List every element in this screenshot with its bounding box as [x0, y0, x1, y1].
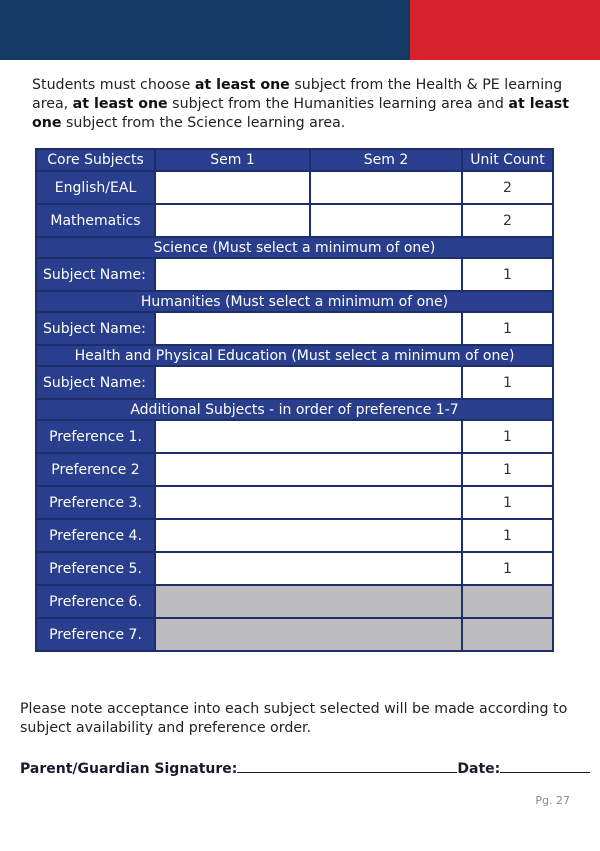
table-row-english — [36, 171, 553, 204]
table-row-preference-6 — [36, 585, 553, 618]
preference-7-unit-count — [462, 618, 553, 651]
preference-2-unit-count: 1 — [462, 453, 553, 486]
mathematics-sem2-field[interactable] — [310, 204, 462, 237]
table-row-preference-5 — [36, 552, 553, 585]
health-subject-label: Subject Name: — [36, 366, 155, 399]
preference-1-unit-count: 1 — [462, 420, 553, 453]
header-unit-count: Unit Count — [462, 149, 553, 171]
preference-3-label: Preference 3. — [36, 486, 155, 519]
preference-4-unit-count: 1 — [462, 519, 553, 552]
humanities-section-heading: Humanities (Must select a minimum of one) — [36, 291, 553, 312]
parent-signature-field[interactable] — [237, 758, 457, 773]
english-unit-count: 2 — [462, 171, 553, 204]
table-row-science — [36, 258, 553, 291]
intro-bold-1: at least one — [194, 77, 290, 93]
health-section-row — [36, 345, 553, 366]
english-sem2-field[interactable] — [310, 171, 462, 204]
health-subject-field[interactable] — [155, 366, 462, 399]
preference-5-label: Preference 5. — [36, 552, 155, 585]
header-bar-blue — [0, 0, 410, 60]
subject-selection-table — [35, 148, 554, 652]
table-row-preference-4 — [36, 519, 553, 552]
table-row-preference-2 — [36, 453, 553, 486]
date-field[interactable] — [500, 758, 590, 773]
intro-paragraph — [32, 76, 588, 133]
preference-7-label: Preference 7. — [36, 618, 155, 651]
intro-text-1: Students must choose — [32, 77, 195, 93]
humanities-subject-label: Subject Name: — [36, 312, 155, 345]
acceptance-note: Please note acceptance into each subject selected will be made according to subject availability and preference order. — [20, 701, 568, 736]
additional-section-heading: Additional Subjects - in order of preference 1-7 — [36, 399, 553, 420]
table-row-preference-3 — [36, 486, 553, 519]
preference-2-field[interactable] — [155, 453, 462, 486]
preference-6-field[interactable] — [155, 585, 462, 618]
intro-text-3: subject from the Humanities learning area and — [167, 96, 509, 112]
table-row-mathematics — [36, 204, 553, 237]
header-core-subjects: Core Subjects — [36, 149, 155, 171]
additional-section-row — [36, 399, 553, 420]
table-row-preference-7 — [36, 618, 553, 651]
preference-5-unit-count: 1 — [462, 552, 553, 585]
table-row-preference-1 — [36, 420, 553, 453]
mathematics-unit-count: 2 — [462, 204, 553, 237]
mathematics-sem1-field[interactable] — [155, 204, 310, 237]
preference-7-field[interactable] — [155, 618, 462, 651]
preference-3-field[interactable] — [155, 486, 462, 519]
table-header-row — [36, 149, 553, 171]
header-sem-1: Sem 1 — [155, 149, 310, 171]
science-section-heading: Science (Must select a minimum of one) — [36, 237, 553, 258]
intro-bold-3: at least one — [32, 96, 570, 131]
preference-4-field[interactable] — [155, 519, 462, 552]
health-section-heading: Health and Physical Education (Must select a minimum of one) — [36, 345, 553, 366]
humanities-unit-count: 1 — [462, 312, 553, 345]
preference-5-field[interactable] — [155, 552, 462, 585]
header-sem-2: Sem 2 — [310, 149, 462, 171]
preference-1-field[interactable] — [155, 420, 462, 453]
intro-text-2: subject from the Health & PE learning area, — [32, 77, 563, 112]
row-label-mathematics: Mathematics — [36, 204, 155, 237]
row-label-english: English/EAL — [36, 171, 155, 204]
parent-signature-label: Parent/Guardian Signature: — [20, 761, 238, 777]
english-sem1-field[interactable] — [155, 171, 310, 204]
science-unit-count: 1 — [462, 258, 553, 291]
signature-line — [20, 758, 580, 777]
header-bar-red — [410, 0, 600, 60]
science-section-row — [36, 237, 553, 258]
page-number: Pg. 27 — [535, 794, 570, 807]
preference-6-unit-count — [462, 585, 553, 618]
date-label: Date: — [457, 761, 501, 777]
table-row-humanities — [36, 312, 553, 345]
table-row-health — [36, 366, 553, 399]
health-unit-count: 1 — [462, 366, 553, 399]
science-subject-label: Subject Name: — [36, 258, 155, 291]
intro-text-4: subject from the Science learning area. — [61, 115, 346, 131]
humanities-subject-field[interactable] — [155, 312, 462, 345]
preference-3-unit-count: 1 — [462, 486, 553, 519]
intro-bold-2: at least one — [72, 96, 168, 112]
humanities-section-row — [36, 291, 553, 312]
preference-6-label: Preference 6. — [36, 585, 155, 618]
preference-1-label: Preference 1. — [36, 420, 155, 453]
science-subject-field[interactable] — [155, 258, 462, 291]
preference-4-label: Preference 4. — [36, 519, 155, 552]
preference-2-label: Preference 2 — [36, 453, 155, 486]
